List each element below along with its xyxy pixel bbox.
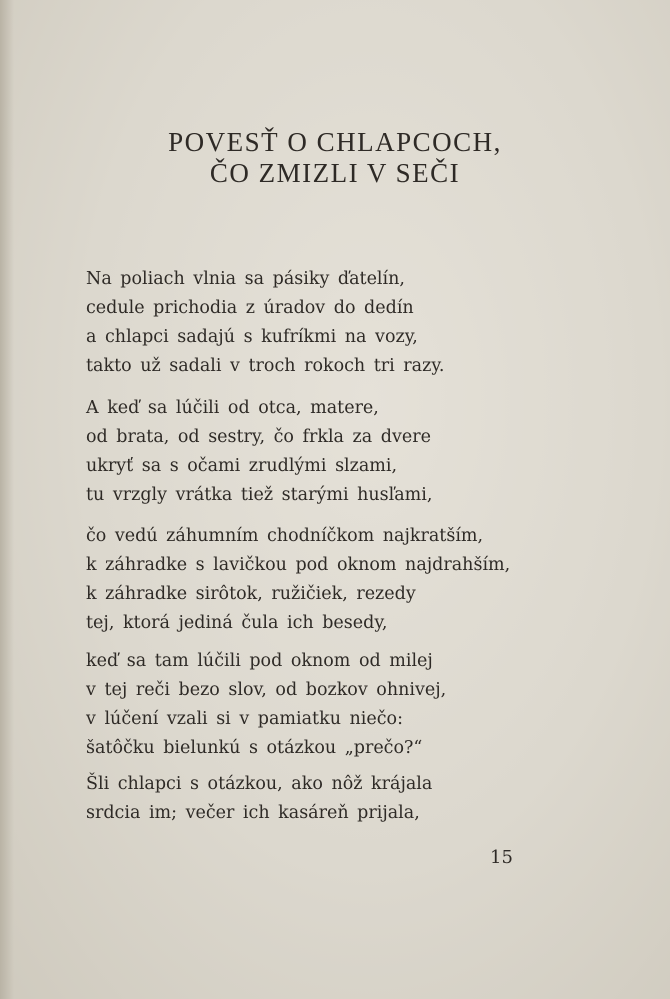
verse-line: Šli chlapci s otázkou, ako nôž krájala xyxy=(86,774,433,794)
poem-title-line-1: POVESŤ O CHLAPCOCH, xyxy=(168,127,502,157)
verse-line: tu vrzgly vrátka tiež starými husľami, xyxy=(86,485,433,505)
verse-line: keď sa tam lúčili pod oknom od milej xyxy=(86,651,433,671)
verse-line: A keď sa lúčili od otca, matere, xyxy=(86,398,379,418)
stanza-3 xyxy=(86,522,510,638)
poem-title-line-2: ČO ZMIZLI V SEČI xyxy=(209,158,461,188)
stanza-5 xyxy=(86,770,432,828)
stanza-1 xyxy=(86,265,444,381)
verse-line: ukryť sa s očami zrudlými slzami, xyxy=(86,456,398,476)
page-shadow-edge xyxy=(0,0,14,999)
verse-line: a chlapci sadajú s kufríkmi na vozy, xyxy=(86,327,418,347)
verse-line: Na poliach vlnia sa pásiky ďatelín, xyxy=(86,269,405,289)
verse-line: k záhradke sirôtok, ružičiek, rezedy xyxy=(86,584,416,604)
stanza-2 xyxy=(86,394,432,510)
verse-line: v lúčení vzali si v pamiatku niečo: xyxy=(86,709,403,729)
verse-line: cedule prichodia z úradov do dedín xyxy=(86,298,414,318)
verse-line: srdcia im; večer ich kasáreň prijala, xyxy=(86,803,420,823)
verse-line: tej, ktorá jediná čula ich besedy, xyxy=(86,613,388,633)
verse-line: čo vedú záhumním chodníčkom najkratším, xyxy=(86,526,484,546)
verse-line: takto už sadali v troch rokoch tri razy. xyxy=(86,356,445,376)
verse-line: od brata, od sestry, čo frkla za dvere xyxy=(86,427,431,447)
stanza-4 xyxy=(86,647,446,763)
verse-line: v tej reči bezo slov, od bozkov ohnivej, xyxy=(86,680,447,700)
verse-line: šatôčku bielunkú s otázkou „prečo?“ xyxy=(86,738,423,758)
verse-line: k záhradke s lavičkou pod oknom najdrahším, xyxy=(86,555,511,575)
page-number: 15 xyxy=(490,847,513,868)
